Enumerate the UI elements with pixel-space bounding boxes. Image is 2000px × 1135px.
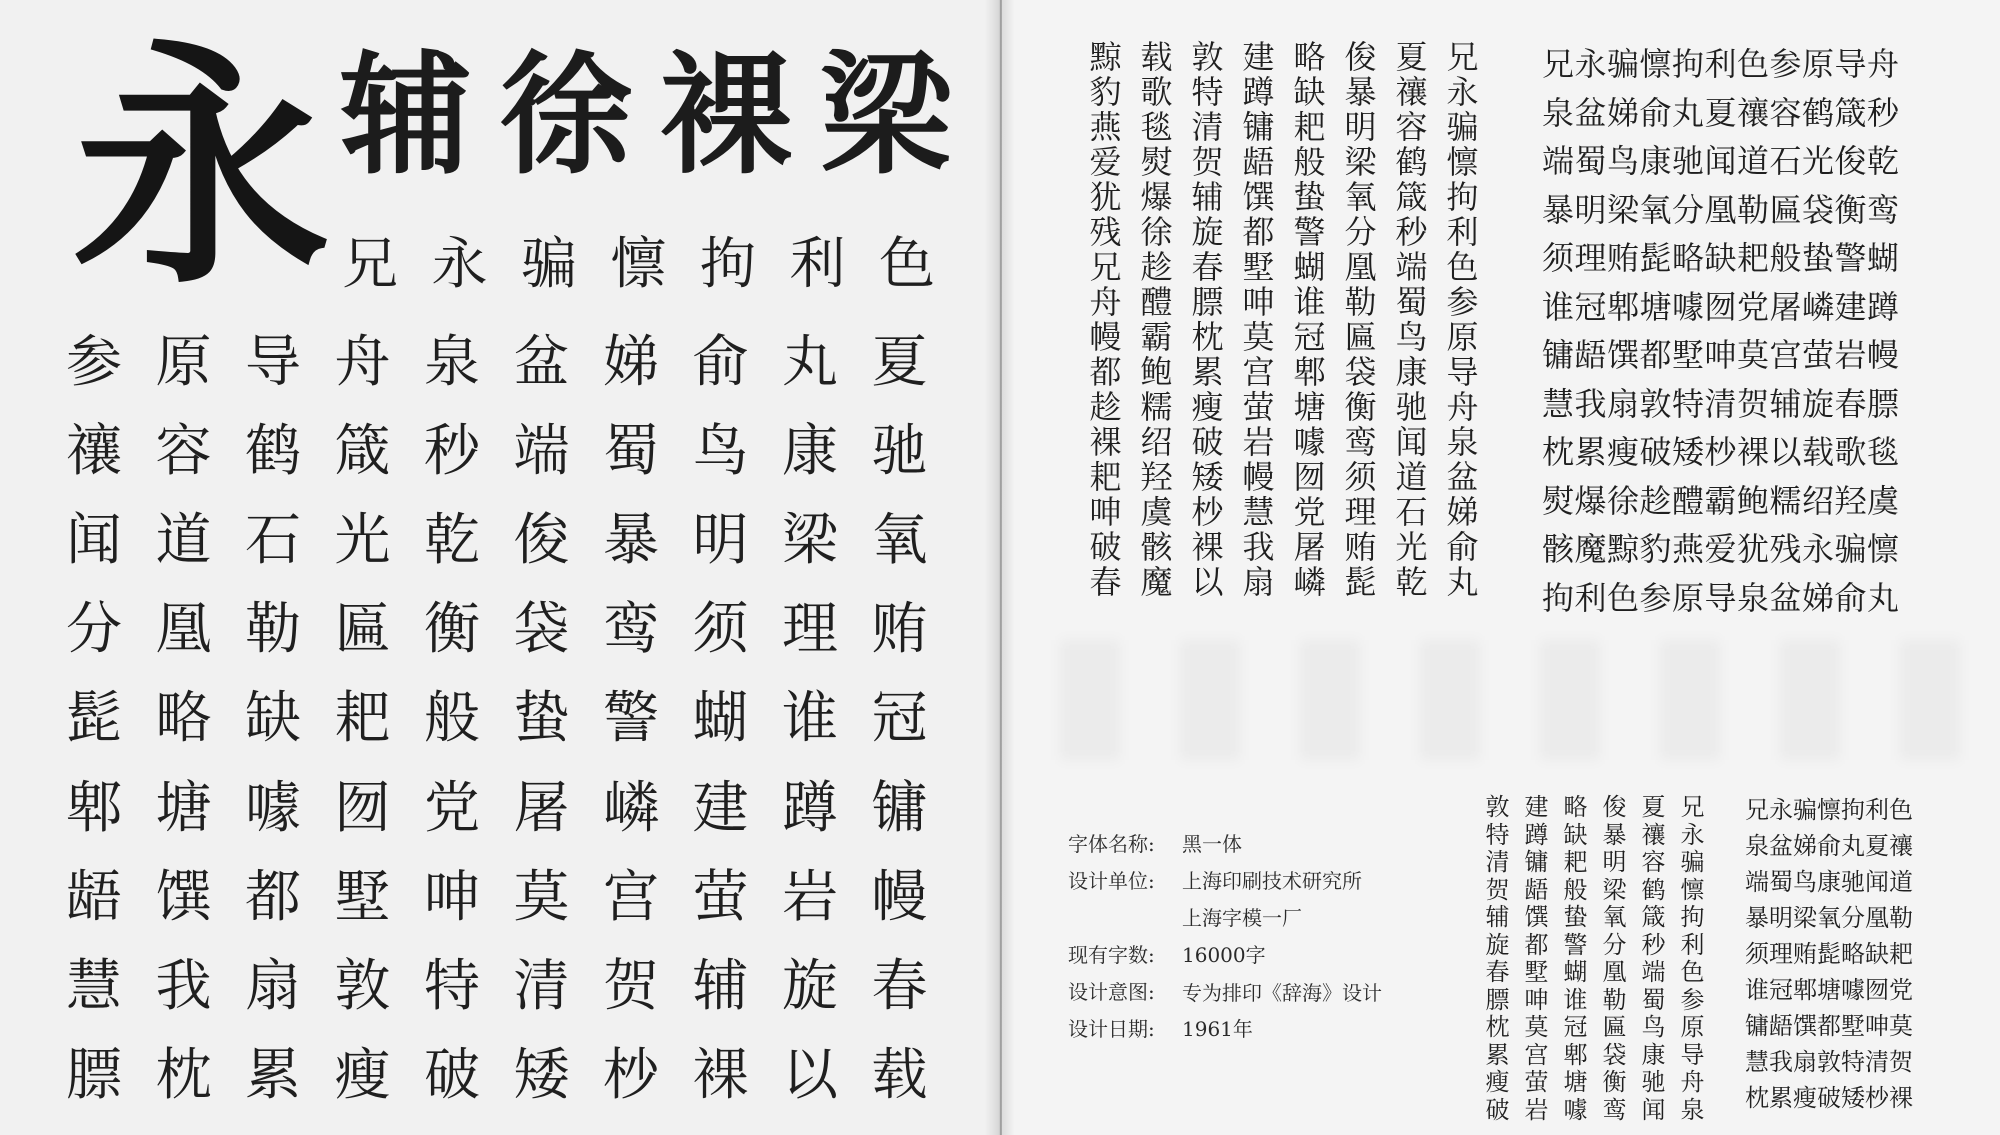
sample-char: 参 xyxy=(66,329,122,395)
sample-char: 郫 xyxy=(66,775,122,841)
info-value: 上海印刷技术研究所 xyxy=(1182,869,1362,893)
sample-char: 容 xyxy=(155,418,212,484)
horizontal-line: 泉盆娣俞丸夏禳容鹤箴秒 xyxy=(1542,93,1900,132)
sample-char: 噱 xyxy=(245,775,301,841)
sample-char: 蜀 xyxy=(603,418,659,484)
sample-char: 利 xyxy=(789,232,846,297)
sample-char: 理 xyxy=(782,597,838,663)
sample-char: 俞 xyxy=(692,329,749,395)
sample-char: 瘦 xyxy=(334,1043,391,1109)
sample-char: 旋 xyxy=(782,953,838,1019)
sample-char: 累 xyxy=(245,1043,301,1109)
sample-char: 丸 xyxy=(782,329,838,395)
sample-char: 导 xyxy=(245,329,301,395)
vertical-column: 兄 永 骗 懔 拘 利 色 参 原 导 舟 泉 盆 娣 俞 丸 xyxy=(1446,38,1479,601)
sample-char: 凰 xyxy=(155,597,212,663)
sample-char: 禳 xyxy=(66,418,122,484)
sample-char: 萤 xyxy=(692,864,749,930)
title-char: 辅 xyxy=(340,39,472,193)
vertical-sample-block-large xyxy=(1080,40,1488,600)
sample-char: 贺 xyxy=(603,953,659,1019)
font-info-panel xyxy=(1068,826,1422,1048)
vertical-column: 夏 禳 容 鹤 箴 秒 端 蜀 鸟 康 驰 闻 xyxy=(1641,793,1666,1124)
sample-char: 幔 xyxy=(871,864,928,930)
sample-first-row xyxy=(342,230,969,300)
sample-char: 髭 xyxy=(66,686,122,752)
sample-char: 敦 xyxy=(334,953,391,1019)
sample-char: 鸟 xyxy=(692,418,749,484)
info-intent xyxy=(1068,974,1422,1011)
sample-char: 杪 xyxy=(603,1043,659,1109)
sample-char: 蝴 xyxy=(692,686,749,752)
sample-char: 墅 xyxy=(334,864,391,930)
sample-char: 闻 xyxy=(66,507,122,573)
sample-char: 岩 xyxy=(782,864,838,930)
vertical-column: 略 缺 耙 般 蛰 警 蝴 谁 冠 郫 塘 噱 xyxy=(1563,793,1588,1124)
sample-char: 分 xyxy=(66,597,122,663)
vertical-column: 黥 豹 燕 爱 犹 残 兄 舟 幔 都 趁 裸 耙 呻 破 春 xyxy=(1089,38,1122,601)
sample-char: 鸾 xyxy=(603,597,659,663)
sample-char: 矮 xyxy=(513,1043,570,1109)
sample-char: 匾 xyxy=(334,597,391,663)
horizontal-sample-block-small xyxy=(1745,792,1913,1116)
sample-char: 嶙 xyxy=(603,775,659,841)
vertical-column: 俊 暴 明 梁 氧 分 凰 勒 匾 袋 衡 鸾 须 理 贿 髭 xyxy=(1344,38,1377,601)
sample-char: 箴 xyxy=(334,418,391,484)
sample-char: 驰 xyxy=(871,418,928,484)
sample-char: 骗 xyxy=(521,232,577,297)
sample-char: 般 xyxy=(424,686,480,752)
sample-character-grid xyxy=(66,318,961,1121)
info-label: 设计单位: xyxy=(1068,869,1155,893)
info-value: 黑一体 xyxy=(1182,832,1242,856)
sample-char: 谁 xyxy=(782,686,838,752)
info-label: 字体名称: xyxy=(1068,832,1155,856)
sample-char: 原 xyxy=(155,329,212,395)
vertical-column: 夏 禳 容 鹤 箴 秒 端 蜀 鸟 康 驰 闻 道 石 光 乾 xyxy=(1395,38,1428,601)
sample-char: 须 xyxy=(692,597,749,663)
info-value: 1961年 xyxy=(1182,1017,1253,1041)
sample-char: 特 xyxy=(424,953,480,1019)
sample-char: 警 xyxy=(603,686,659,752)
vertical-column: 敦 特 清 贺 辅 旋 春 膘 枕 累 瘦 破 矮 杪 裸 以 xyxy=(1191,38,1224,601)
horizontal-line: 拘利色参原导泉盆娣俞丸 xyxy=(1542,578,1900,617)
sample-char: 泉 xyxy=(424,329,480,395)
info-value: 16000字 xyxy=(1182,943,1266,967)
sample-char: 秒 xyxy=(424,418,480,484)
horizontal-line: 枕累瘦破矮杪裸 xyxy=(1745,1084,1913,1112)
sample-char: 夏 xyxy=(871,329,928,395)
sample-char: 袋 xyxy=(513,597,570,663)
sample-char: 呻 xyxy=(424,864,480,930)
sample-char: 俊 xyxy=(513,507,570,573)
vertical-column: 略 缺 耙 般 蛰 警 蝴 谁 冠 郫 塘 噱 囫 党 屠 嶙 xyxy=(1293,38,1326,601)
info-label: 设计日期: xyxy=(1068,1017,1155,1041)
horizontal-line: 暴明梁氧分凰勒 xyxy=(1745,904,1913,932)
sample-char: 辅 xyxy=(692,953,749,1019)
info-font-name xyxy=(1068,826,1422,863)
horizontal-line: 端蜀鸟康驰闻道石光俊乾 xyxy=(1542,142,1900,180)
sample-char: 暴 xyxy=(603,507,659,573)
sample-char: 慧 xyxy=(66,953,122,1019)
sample-char: 我 xyxy=(155,953,212,1019)
horizontal-line: 镛龉馔都墅呻莫 xyxy=(1745,1012,1913,1040)
vertical-sample-block-small xyxy=(1478,794,1712,1124)
info-char-count xyxy=(1068,937,1422,974)
sample-char: 党 xyxy=(424,775,480,841)
sample-char: 拘 xyxy=(700,232,756,297)
sample-char: 枕 xyxy=(155,1043,212,1109)
sample-char: 盆 xyxy=(513,329,570,395)
sample-char: 裸 xyxy=(692,1043,749,1109)
info-designer-2 xyxy=(1068,900,1422,937)
featured-big-character: 永 xyxy=(72,19,330,319)
sample-char: 清 xyxy=(513,953,570,1019)
sample-char: 镛 xyxy=(871,775,928,841)
sample-char: 康 xyxy=(782,418,838,484)
info-value: 上海字模一厂 xyxy=(1182,906,1302,930)
title-characters xyxy=(340,39,952,193)
sample-char: 莫 xyxy=(513,864,570,930)
info-designer xyxy=(1068,863,1422,900)
horizontal-line: 暴明梁氧分凰勒匾袋衡鸾 xyxy=(1542,190,1900,229)
horizontal-line: 熨爆徐趁醴霸鲍糯绍羟虞 xyxy=(1542,481,1900,520)
sample-char: 膘 xyxy=(66,1043,122,1109)
vertical-column: 兄 永 骗 懔 拘 利 色 参 原 导 舟 泉 xyxy=(1680,793,1705,1124)
vertical-column: 俊 暴 明 梁 氧 分 凰 勒 匾 袋 衡 鸾 xyxy=(1602,793,1627,1124)
sample-char: 耙 xyxy=(334,686,391,752)
sample-char: 龉 xyxy=(66,864,122,930)
sample-char: 春 xyxy=(871,953,928,1019)
sample-char: 娣 xyxy=(603,329,659,395)
sample-char: 屠 xyxy=(513,775,570,841)
sample-char: 明 xyxy=(692,507,749,573)
sample-char: 载 xyxy=(871,1043,928,1109)
sample-char: 破 xyxy=(424,1043,480,1109)
vertical-column: 载 歌 毯 熨 爆 徐 趁 醴 霸 鲍 糯 绍 羟 虞 骸 魔 xyxy=(1140,38,1173,601)
title-char: 裸 xyxy=(660,39,792,193)
horizontal-line: 谁冠郫塘噱囫党 xyxy=(1745,976,1913,1004)
horizontal-line: 枕累瘦破矮杪裸以载歌毯 xyxy=(1542,433,1900,471)
sample-char: 都 xyxy=(245,864,301,930)
vertical-column: 建 蹲 镛 龉 馔 都 墅 呻 莫 宫 萤 岩 幔 慧 我 扇 xyxy=(1242,38,1275,601)
horizontal-line: 谁冠郫塘噱囫党屠嶙建蹲 xyxy=(1542,287,1900,326)
sample-char: 囫 xyxy=(334,775,391,841)
sample-char: 以 xyxy=(782,1043,838,1109)
horizontal-line: 端蜀鸟康驰闻道 xyxy=(1745,868,1913,896)
horizontal-line: 兄永骗懔拘利色 xyxy=(1745,796,1913,824)
sample-char: 氧 xyxy=(871,507,928,573)
sample-char: 扇 xyxy=(245,953,301,1019)
sample-char: 塘 xyxy=(155,775,212,841)
sample-char: 馔 xyxy=(155,864,212,930)
vertical-column: 敦 特 清 贺 辅 旋 春 膘 枕 累 瘦 破 xyxy=(1485,793,1510,1124)
sample-char: 略 xyxy=(155,686,212,752)
sample-char: 懔 xyxy=(610,232,667,297)
horizontal-line: 泉盆娣俞丸夏禳 xyxy=(1745,832,1913,860)
sample-char: 缺 xyxy=(245,686,301,752)
sample-char: 石 xyxy=(245,507,301,573)
horizontal-line: 须理贿髭略缺耙般蛰警蝴 xyxy=(1542,239,1900,277)
sample-char: 舟 xyxy=(334,329,391,395)
sample-char: 贿 xyxy=(871,597,928,663)
sample-char: 勒 xyxy=(245,597,301,663)
horizontal-line: 兄永骗懔拘利色参原导舟 xyxy=(1542,45,1900,83)
sample-char: 蛰 xyxy=(513,686,570,752)
sample-char: 道 xyxy=(155,507,212,573)
sample-char: 光 xyxy=(334,507,391,573)
sample-char: 色 xyxy=(879,232,935,297)
horizontal-line: 慧我扇敦特清贺 xyxy=(1745,1048,1913,1076)
sample-char: 冠 xyxy=(871,686,928,752)
info-date xyxy=(1068,1011,1422,1048)
sample-char: 兄 xyxy=(342,232,398,297)
sample-char: 端 xyxy=(513,418,570,484)
info-label: 现有字数: xyxy=(1068,943,1155,967)
horizontal-sample-block-large xyxy=(1542,40,1900,622)
sample-char: 建 xyxy=(692,775,749,841)
sample-char: 梁 xyxy=(782,507,838,573)
horizontal-line: 须理贿髭略缺耙 xyxy=(1745,940,1913,968)
info-label: 设计意图: xyxy=(1068,980,1155,1004)
sample-char: 蹲 xyxy=(782,775,838,841)
title-char: 梁 xyxy=(820,39,952,193)
info-label-spacer xyxy=(1068,900,1182,937)
horizontal-line: 镛龉馔都墅呻莫宫萤岩幔 xyxy=(1542,336,1900,374)
vertical-column: 建 蹲 镛 龉 馔 都 墅 呻 莫 宫 萤 岩 xyxy=(1524,793,1549,1124)
sample-char: 衡 xyxy=(424,597,480,663)
sample-char: 宫 xyxy=(603,864,659,930)
horizontal-line: 骸魔黥豹燕爱犹残永骗懔 xyxy=(1542,530,1900,568)
info-value: 专为排印《辞海》设计 xyxy=(1182,981,1382,1005)
sample-char: 鹤 xyxy=(245,418,301,484)
title-char: 徐 xyxy=(500,39,632,193)
sample-char: 永 xyxy=(431,232,488,297)
horizontal-line: 慧我扇敦特清贺辅旋春膘 xyxy=(1542,384,1900,423)
sample-char: 乾 xyxy=(424,507,480,573)
